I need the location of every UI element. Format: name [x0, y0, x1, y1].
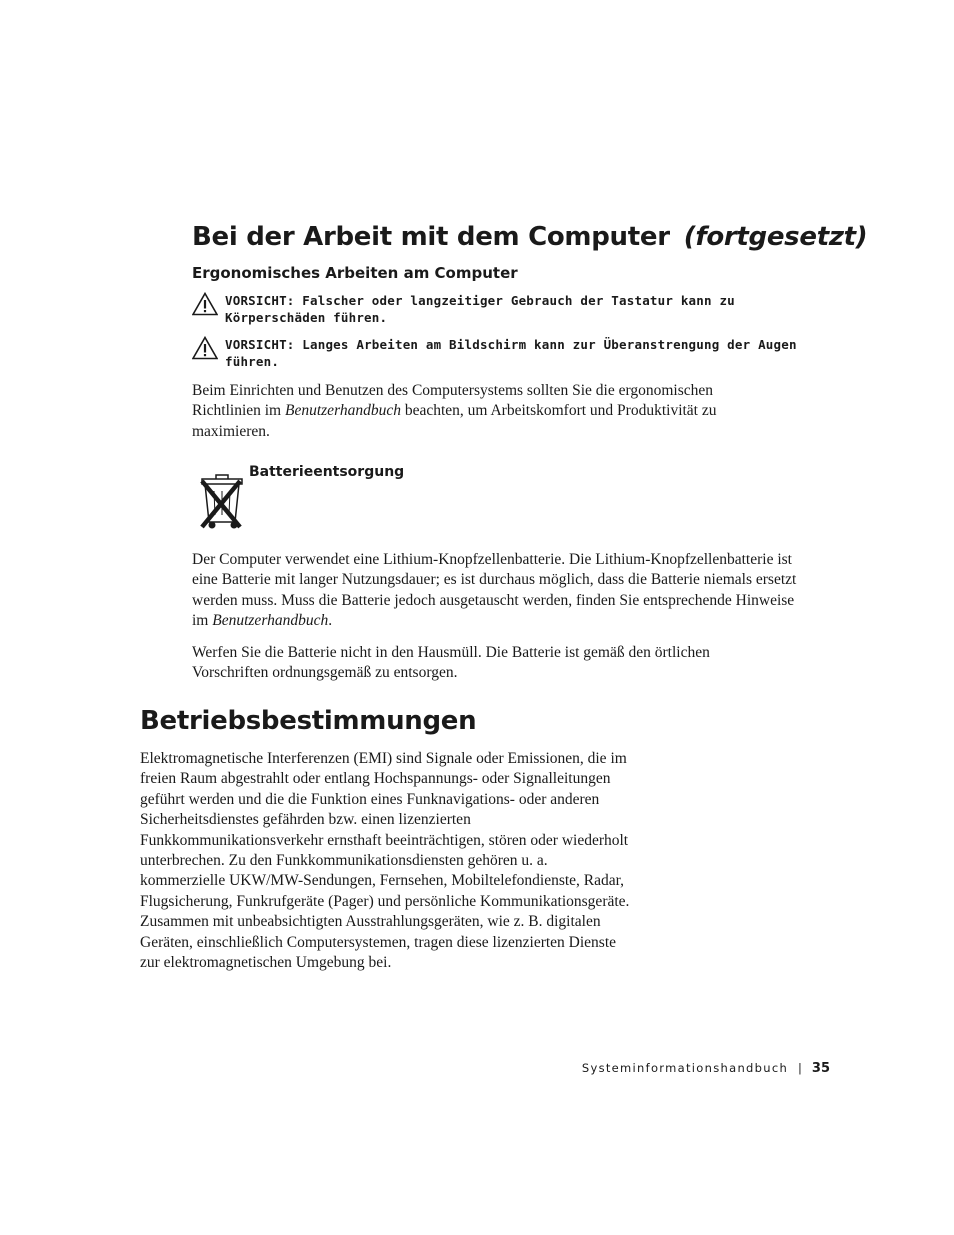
battery-section-title: Batterieentsorgung [249, 464, 405, 480]
manual-reference: Benutzerhandbuch [285, 402, 401, 420]
subsection-title: Ergonomisches Arbeiten am Computer [192, 264, 518, 282]
caution-text [225, 292, 802, 326]
caution-message: Langes Arbeiten am Bildschirm kann zur Überanstrengung der Augen führen. [225, 337, 797, 369]
paragraph-text: Der Computer verwendet eine Lithium-Knopfzellenbatterie. Die Lithium-Knopfzellenbatterie ist eine Batterie mit langer Nutzungsdauer; es ist durchaus möglich, dass die Batterie niemals ersetzt werden muss. Muss die Batterie jedoch ausgetauscht werden, finden Sie entsprechende Hinweise im [192, 551, 797, 630]
regulations-paragraph: Elektromagnetische Interferenzen (EMI) sind Signale oder Emissionen, die im freien Raum abgestrahlt oder entlang Hochspannungs- oder Signalleitungen geführt werden und die die Funktion eines Funknavigations- oder anderen Sicherheitsdienstes gefährden bzw. einen lizenzierten Funkkommunikationsverkehr ernsthaft beeinträchtigen, stören oder wiederholt unterbrechen. Zu den Funkkommunikationsdiensten gehören u. a. kommerzielle UKW/MW-Sendungen, Fernsehen, Mobiltelefondienste, Radar, Flugsicherung, Funkrufgeräte (Pager) und persönliche Kommunikationsgeräte. Zusammen mit unbeabsichtigten Ausstrahlungsgeräten, wie z. B. digitalen Geräten, einschließlich Computersystemen, tragen diese lizenzierten Dienste zur elektromagnetischen Umgebung bei. [140, 750, 630, 972]
caution-label: VORSICHT: [225, 293, 295, 308]
paragraph-text: . [328, 612, 333, 630]
section-title-suffix: (fortgesetzt) [683, 222, 868, 252]
footer-separator: | [798, 1061, 802, 1075]
caution-text [225, 336, 802, 370]
caution-note [192, 336, 802, 370]
battery-disposal-paragraph: Werfen Sie die Batterie nicht in den Hausmüll. Die Batterie ist gemäß den örtlichen Vorschriften ordnungsgemäß zu entsorgen. [192, 644, 710, 682]
paragraph-text: Beim Einrichten und Benutzen des Computersystems sollten Sie die ergonomischen Richtlinien im [192, 382, 714, 420]
caution-message: Falscher oder langzeitiger Gebrauch der Tastatur kann zu Körperschäden führen. [225, 293, 735, 325]
battery-paragraph [192, 550, 804, 632]
warning-triangle-icon [192, 336, 218, 360]
page-number: 35 [811, 1061, 830, 1076]
crossed-out-wheeled-bin-icon [196, 469, 248, 533]
warning-triangle-icon [192, 292, 218, 316]
section-title-text: Bei der Arbeit mit dem Computer [192, 222, 670, 252]
ergonomics-paragraph [192, 381, 782, 442]
caution-label: VORSICHT: [225, 337, 295, 352]
paragraph-text: beachten, um Arbeitskomfort und Produktivität zu maximieren. [192, 402, 717, 440]
regulations-title: Betriebsbestimmungen [140, 706, 477, 736]
page-footer [560, 1061, 830, 1076]
section-title [192, 222, 867, 252]
caution-note [192, 292, 802, 326]
footer-title: Systeminformationshandbuch [581, 1061, 789, 1075]
manual-reference: Benutzerhandbuch [212, 612, 329, 630]
